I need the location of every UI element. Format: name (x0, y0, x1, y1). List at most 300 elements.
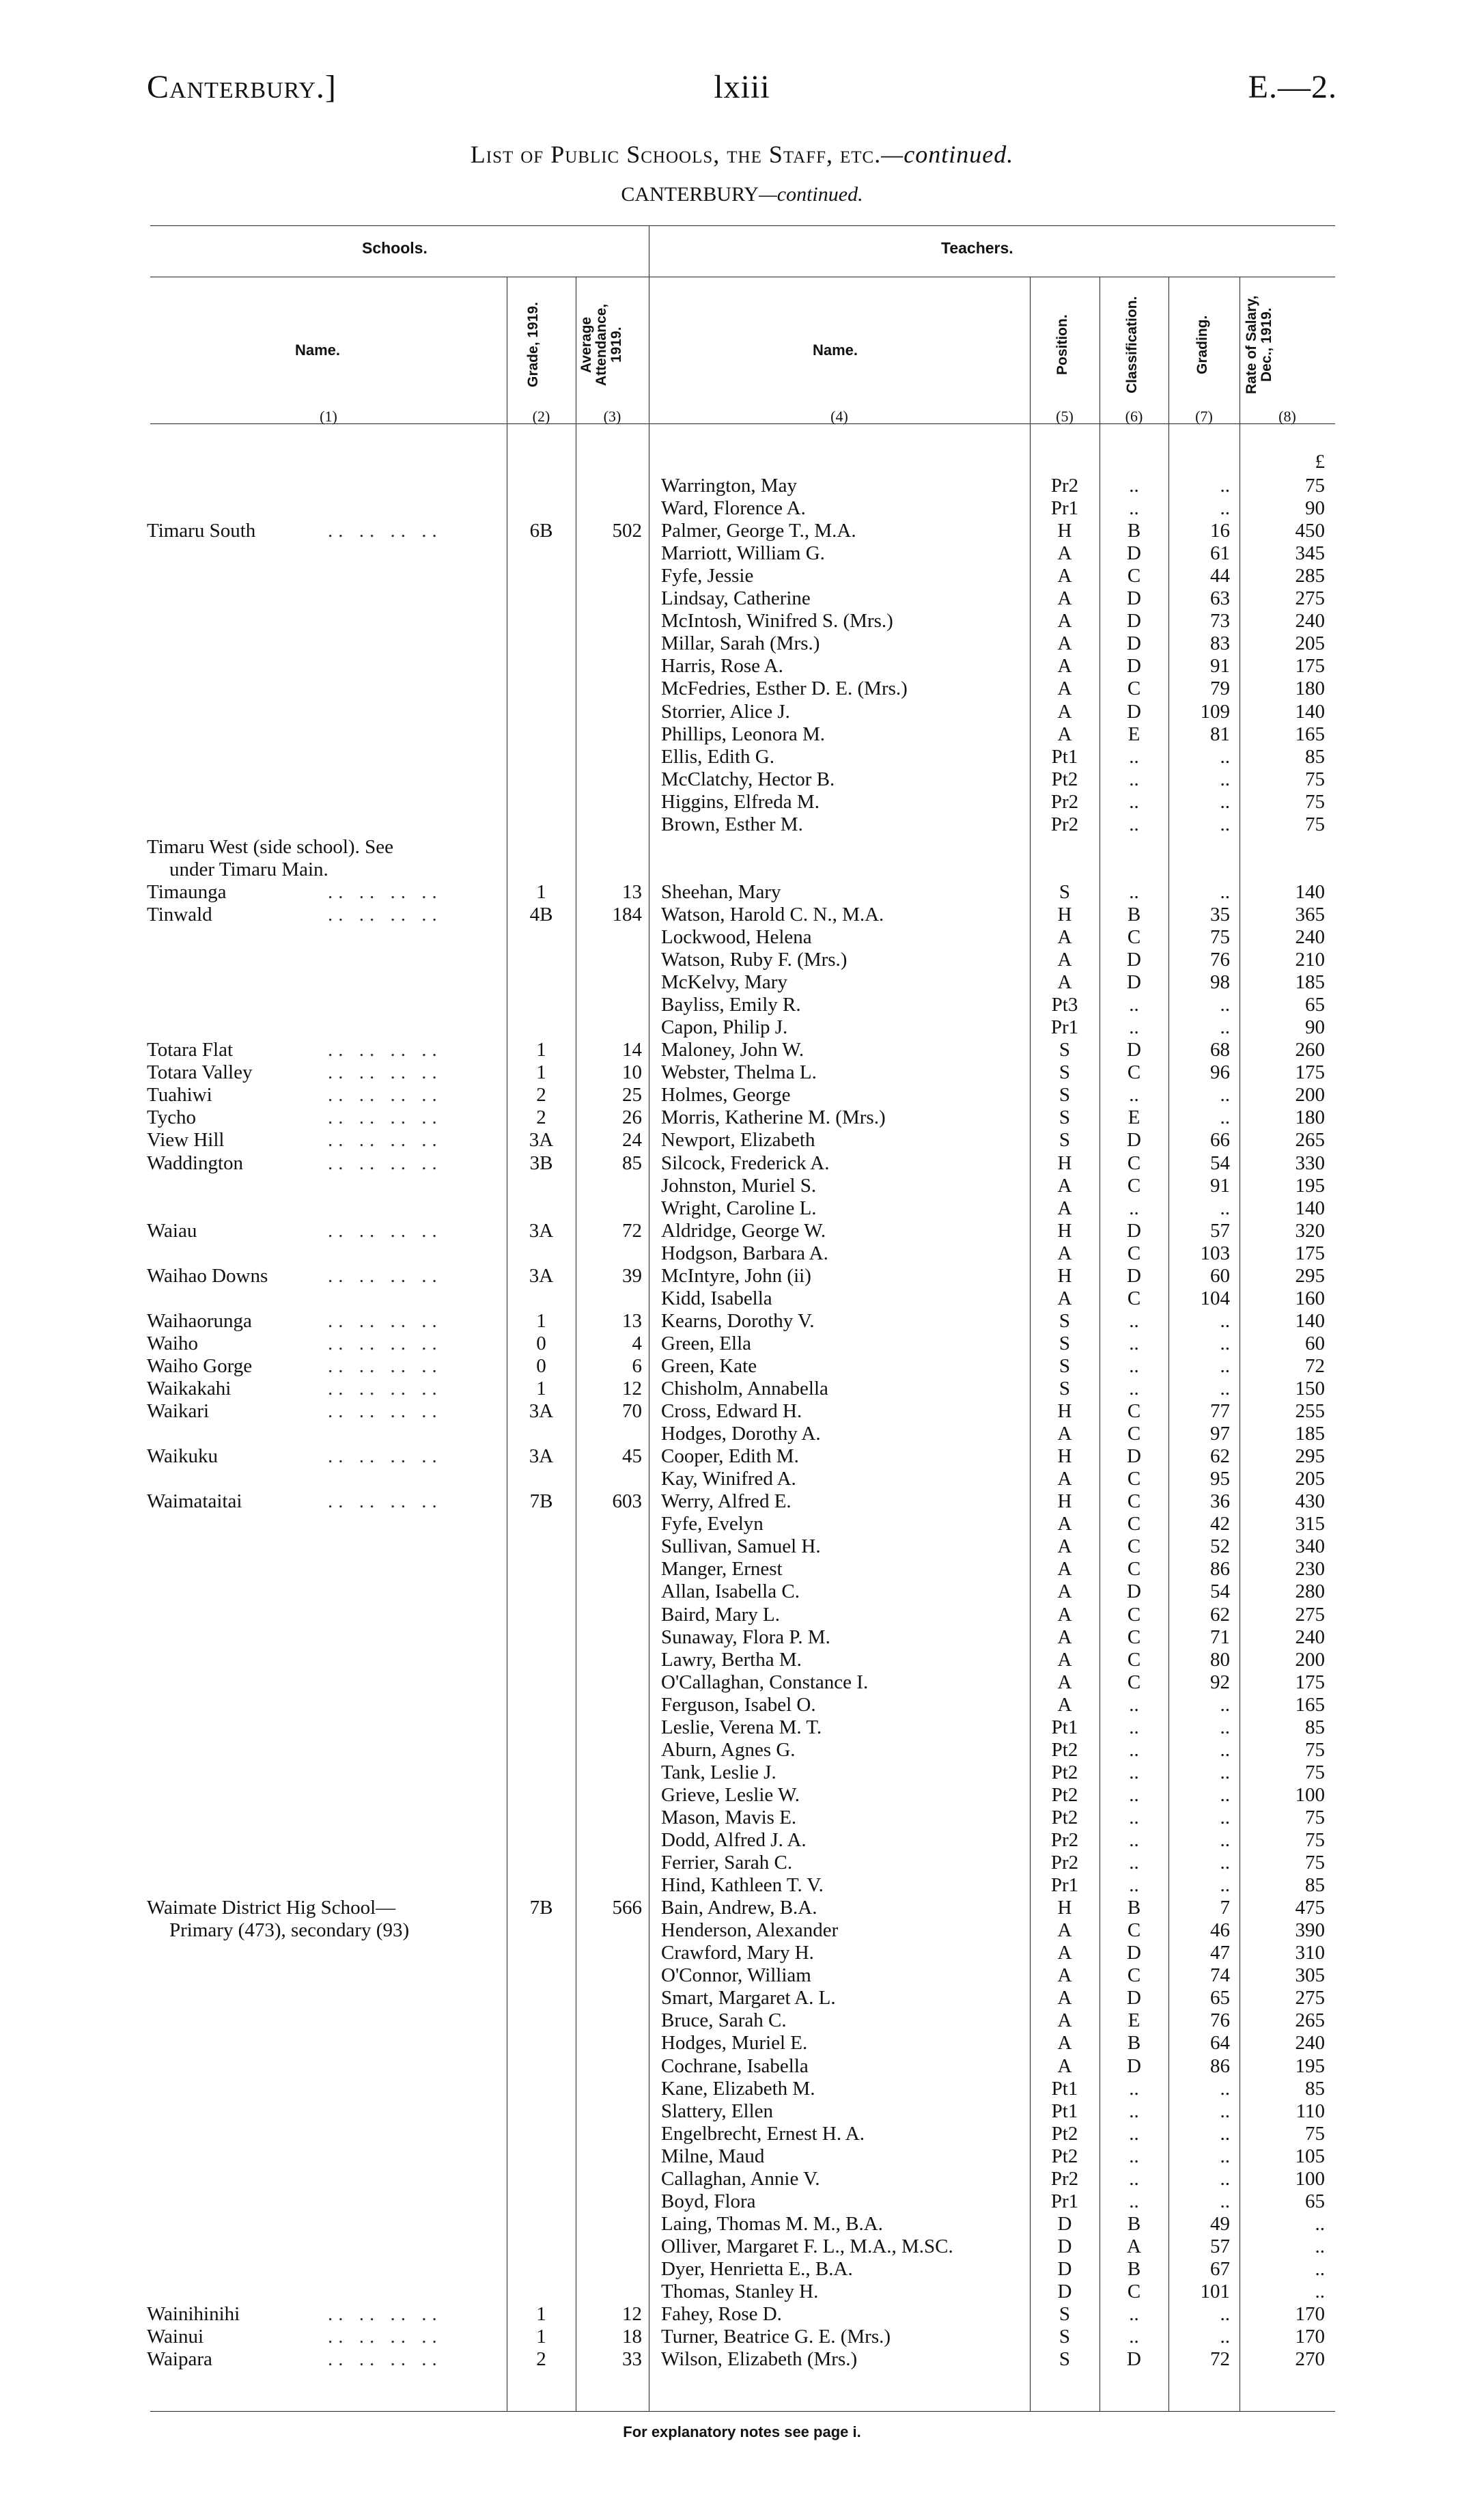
school-grade: 3A (529, 1129, 554, 1151)
teacher-name: McIntyre, John (ii) (661, 1265, 811, 1287)
teacher-grading: .. (1220, 1829, 1230, 1851)
teacher-salary: 285 (1295, 565, 1325, 587)
teacher-position: H (1057, 1265, 1072, 1287)
teacher-grading: 97 (1210, 1423, 1230, 1445)
teacher-position: D (1057, 2213, 1072, 2235)
school-name: under Timaru Main. (169, 859, 328, 880)
teacher-position: S (1059, 2303, 1071, 2325)
teacher-position: D (1057, 2258, 1072, 2280)
school-grade: 1 (536, 1310, 546, 1332)
teacher-classification: D (1127, 610, 1141, 632)
teacher-grading: .. (1220, 2168, 1230, 2190)
teacher-position: A (1057, 2032, 1072, 2054)
teacher-grading: .. (1220, 2326, 1230, 2348)
school-name: Waimate District Hig School— (147, 1897, 396, 1919)
teacher-salary: 390 (1295, 1919, 1325, 1941)
school-grade: 3A (529, 1445, 554, 1467)
school-grade: 7B (529, 1490, 553, 1512)
teacher-classification: E (1128, 723, 1140, 745)
teacher-salary: 475 (1295, 1897, 1325, 1919)
teacher-classification: D (1127, 971, 1141, 993)
teacher-salary: 75 (1305, 1829, 1325, 1851)
teacher-salary: 275 (1295, 1604, 1325, 1626)
col-school-name: Name. (295, 342, 341, 359)
teacher-classification: C (1127, 1423, 1141, 1445)
leader-dots: .. .. .. .. (328, 1220, 443, 1242)
school-attendance: 18 (622, 2326, 642, 2348)
teacher-classification: .. (1129, 1084, 1139, 1106)
teacher-name: Ellis, Edith G. (661, 746, 774, 768)
teacher-name: Slattery, Ellen (661, 2100, 774, 2122)
teacher-classification: .. (1129, 2100, 1139, 2122)
teacher-name: Green, Ella (661, 1333, 752, 1354)
teacher-salary: 200 (1295, 1084, 1325, 1106)
teacher-name: Palmer, George T., M.A. (661, 520, 856, 542)
teacher-classification: D (1127, 1987, 1141, 2009)
teacher-name: Watson, Ruby F. (Mrs.) (661, 949, 848, 971)
teacher-position: S (1059, 1310, 1071, 1332)
teacher-name: Higgins, Elfreda M. (661, 791, 820, 813)
teacher-salary: 180 (1295, 1106, 1325, 1128)
teacher-position: A (1057, 1468, 1072, 1490)
teacher-classification: C (1127, 926, 1141, 948)
teacher-grading: .. (1220, 1016, 1230, 1038)
teacher-name: McFedries, Esther D. E. (Mrs.) (661, 678, 908, 699)
school-name: Waiau (147, 1220, 197, 1242)
teacher-salary: 165 (1295, 723, 1325, 745)
school-grade: 1 (536, 2303, 546, 2325)
teacher-position: A (1057, 971, 1072, 993)
teacher-position: Pr2 (1050, 2168, 1079, 2190)
teacher-grading: 91 (1210, 655, 1230, 677)
school-name: Timaunga (147, 881, 227, 903)
teacher-salary: 110 (1296, 2100, 1325, 2122)
teacher-name: Bayliss, Emily R. (661, 994, 801, 1016)
teacher-position: Pr2 (1050, 475, 1079, 497)
leader-dots: .. .. .. .. (328, 1400, 443, 1422)
teacher-grading: 86 (1210, 2055, 1230, 2077)
teacher-position: A (1057, 655, 1072, 677)
teacher-grading: 16 (1210, 520, 1230, 542)
teacher-grading: .. (1220, 2145, 1230, 2167)
teacher-grading: .. (1220, 2190, 1230, 2212)
school-name: Tuahiwi (147, 1084, 212, 1106)
teacher-name: Bruce, Sarah C. (661, 2009, 787, 2031)
teacher-name: Millar, Sarah (Mrs.) (661, 632, 820, 654)
teacher-salary: 270 (1295, 2348, 1325, 2370)
school-name: Waihaorunga (147, 1310, 252, 1332)
teacher-name: Aburn, Agnes G. (661, 1739, 796, 1761)
teacher-salary: 75 (1305, 1852, 1325, 1874)
teacher-classification: B (1127, 1897, 1141, 1919)
teacher-grading: 103 (1200, 1242, 1230, 1264)
teacher-grading: .. (1220, 1197, 1230, 1219)
school-attendance: 25 (622, 1084, 642, 1106)
teacher-name: Manger, Ernest (661, 1558, 783, 1580)
teacher-position: A (1057, 1197, 1072, 1219)
teacher-name: Lockwood, Helena (661, 926, 812, 948)
school-attendance: 603 (612, 1490, 642, 1512)
teacher-classification: C (1127, 1964, 1141, 1986)
teacher-classification: D (1127, 587, 1141, 609)
teacher-grading: 79 (1210, 678, 1230, 699)
teacher-salary: 170 (1295, 2326, 1325, 2348)
teacher-name: Holmes, George (661, 1084, 791, 1106)
teacher-classification: .. (1129, 497, 1139, 519)
school-name: Timaru South (147, 520, 256, 542)
colnum-3: (3) (603, 408, 621, 425)
teacher-position: S (1059, 1333, 1071, 1354)
teacher-position: Pr2 (1050, 1829, 1079, 1851)
teacher-classification: C (1127, 1671, 1141, 1693)
teacher-grading: .. (1220, 1739, 1230, 1761)
teacher-salary: 75 (1305, 1761, 1325, 1783)
teacher-grading: 57 (1210, 1220, 1230, 1242)
teacher-salary: 195 (1295, 1175, 1325, 1197)
teacher-grading: 67 (1210, 2258, 1230, 2280)
school-attendance: 184 (612, 904, 642, 925)
teacher-position: H (1057, 1490, 1072, 1512)
school-grade: 2 (536, 1084, 546, 1106)
teacher-position: A (1057, 723, 1072, 745)
teacher-position: Pt2 (1051, 2145, 1078, 2167)
leader-dots: .. .. .. .. (328, 1310, 443, 1332)
teacher-name: McIntosh, Winifred S. (Mrs.) (661, 610, 893, 632)
teacher-position: Pr2 (1050, 791, 1079, 813)
teacher-grading: 77 (1210, 1400, 1230, 1422)
teacher-position: A (1057, 1287, 1072, 1309)
school-attendance: 14 (622, 1039, 642, 1061)
school-name: Timaru West (side school). See (147, 836, 393, 858)
teacher-position: Pt1 (1051, 2078, 1078, 2100)
teacher-name: Lindsay, Catherine (661, 587, 811, 609)
teacher-classification: B (1127, 2258, 1141, 2280)
teacher-name: Henderson, Alexander (661, 1919, 839, 1941)
teacher-name: Crawford, Mary H. (661, 1942, 814, 1964)
teacher-name: Chisholm, Annabella (661, 1378, 828, 1399)
teacher-classification: .. (1129, 994, 1139, 1016)
teacher-name: Morris, Katherine M. (Mrs.) (661, 1106, 886, 1128)
teacher-grading: 109 (1200, 701, 1230, 723)
teacher-classification: .. (1129, 2190, 1139, 2212)
teacher-grading: .. (1220, 1761, 1230, 1783)
teacher-name: Warrington, May (661, 475, 798, 497)
teacher-classification: .. (1129, 1852, 1139, 1874)
teacher-classification: B (1127, 2213, 1141, 2235)
teacher-classification: C (1127, 1558, 1141, 1580)
teacher-position: S (1059, 1061, 1071, 1083)
teacher-grading: 68 (1210, 1039, 1230, 1061)
colnum-8: (8) (1278, 408, 1296, 425)
teacher-name: Harris, Rose A. (661, 655, 783, 677)
school-attendance: 72 (622, 1220, 642, 1242)
teacher-classification: C (1127, 1649, 1141, 1671)
teacher-classification: .. (1129, 1197, 1139, 1219)
teacher-classification: D (1127, 949, 1141, 971)
teacher-grading: .. (1220, 881, 1230, 903)
teacher-position: A (1057, 678, 1072, 699)
teacher-grading: 66 (1210, 1129, 1230, 1151)
teacher-name: Milne, Maud (661, 2145, 765, 2167)
teacher-classification: D (1127, 1265, 1141, 1287)
teacher-classification: D (1127, 1942, 1141, 1964)
school-grade: 3B (529, 1152, 553, 1174)
leader-dots: .. .. .. .. (328, 1152, 443, 1174)
teacher-grading: 7 (1220, 1897, 1230, 1919)
teacher-classification: .. (1129, 1694, 1139, 1716)
leader-dots: .. .. .. .. (328, 1129, 443, 1151)
school-attendance: 39 (622, 1265, 642, 1287)
teacher-salary: 75 (1305, 791, 1325, 813)
teacher-salary: 240 (1295, 2032, 1325, 2054)
teacher-position: S (1059, 2326, 1071, 2348)
teacher-name: Marriott, William G. (661, 542, 825, 564)
teacher-salary: 90 (1305, 497, 1325, 519)
teacher-name: Wilson, Elizabeth (Mrs.) (661, 2348, 858, 2370)
teacher-classification: A (1127, 2236, 1141, 2257)
teacher-classification: .. (1129, 813, 1139, 835)
teacher-name: Aldridge, George W. (661, 1220, 826, 1242)
teacher-grading: 76 (1210, 949, 1230, 971)
footer-note: For explanatory notes see page i. (623, 2423, 861, 2440)
teacher-position: S (1059, 881, 1071, 903)
teacher-name: Ward, Florence A. (661, 497, 806, 519)
teacher-classification: C (1127, 1152, 1141, 1174)
teacher-grading: 49 (1210, 2213, 1230, 2235)
teacher-classification: C (1127, 1287, 1141, 1309)
teacher-classification: E (1128, 2009, 1140, 2031)
teacher-grading: 36 (1210, 1490, 1230, 1512)
teacher-name: Bain, Andrew, B.A. (661, 1897, 817, 1919)
teacher-salary: 140 (1295, 1197, 1325, 1219)
group-teachers: Teachers. (941, 239, 1013, 257)
school-name: Tinwald (147, 904, 212, 925)
teacher-classification: .. (1129, 2326, 1139, 2348)
teacher-name: Johnston, Muriel S. (661, 1175, 817, 1197)
teacher-classification: .. (1129, 1716, 1139, 1738)
teacher-salary: 315 (1295, 1513, 1325, 1535)
school-attendance: 10 (622, 1061, 642, 1083)
teacher-name: O'Callaghan, Constance I. (661, 1671, 869, 1693)
teacher-grading: 76 (1210, 2009, 1230, 2031)
teacher-salary: 265 (1295, 1129, 1325, 1151)
teacher-classification: .. (1129, 1807, 1139, 1828)
teacher-salary: 260 (1295, 1039, 1325, 1061)
teacher-position: Pr2 (1050, 1852, 1079, 1874)
teacher-salary: 280 (1295, 1580, 1325, 1602)
teacher-salary: 85 (1305, 746, 1325, 768)
teacher-grading: 101 (1200, 2281, 1230, 2302)
teacher-position: S (1059, 1378, 1071, 1399)
teacher-salary: 140 (1295, 1310, 1325, 1332)
teacher-name: O'Connor, William (661, 1964, 811, 1986)
teacher-classification: D (1127, 655, 1141, 677)
school-attendance: 566 (612, 1897, 642, 1919)
col-classification: Classification. (1124, 296, 1140, 394)
teacher-salary: 255 (1295, 1400, 1325, 1422)
teacher-grading: 35 (1210, 904, 1230, 925)
teacher-salary: 100 (1295, 1784, 1325, 1806)
teacher-classification: D (1127, 2055, 1141, 2077)
teacher-grading: .. (1220, 1852, 1230, 1874)
school-grade: 0 (536, 1333, 546, 1354)
teacher-salary: 75 (1305, 813, 1325, 835)
teacher-grading: 61 (1210, 542, 1230, 564)
page-header-left: Canterbury.] (147, 69, 337, 105)
school-name: Waddington (147, 1152, 244, 1174)
teacher-grading: 60 (1210, 1265, 1230, 1287)
teacher-grading: .. (1220, 1784, 1230, 1806)
teacher-salary: 175 (1295, 655, 1325, 677)
teacher-position: S (1059, 2348, 1071, 2370)
teacher-name: Sullivan, Samuel H. (661, 1535, 821, 1557)
teacher-grading: 46 (1210, 1919, 1230, 1941)
teacher-classification: .. (1129, 1761, 1139, 1783)
teacher-position: A (1057, 565, 1072, 587)
currency-symbol: £ (1315, 451, 1325, 473)
teacher-grading: 104 (1200, 1287, 1230, 1309)
teacher-name: Smart, Margaret A. L. (661, 1987, 836, 2009)
teacher-name: Storrier, Alice J. (661, 701, 790, 723)
teacher-name: Hodges, Muriel E. (661, 2032, 808, 2054)
teacher-salary: 340 (1295, 1535, 1325, 1557)
school-grade: 3A (529, 1265, 554, 1287)
teacher-position: A (1057, 701, 1072, 723)
teacher-salary: 60 (1305, 1333, 1325, 1354)
colnum-4: (4) (830, 408, 848, 425)
teacher-grading: 42 (1210, 1513, 1230, 1535)
teacher-classification: D (1127, 1580, 1141, 1602)
teacher-position: H (1057, 1220, 1072, 1242)
teacher-position: A (1057, 1175, 1072, 1197)
teacher-salary: 105 (1295, 2145, 1325, 2167)
school-grade: 1 (536, 2326, 546, 2348)
teacher-grading: 44 (1210, 565, 1230, 587)
teacher-grading: .. (1220, 1333, 1230, 1354)
teacher-name: Sunaway, Flora P. M. (661, 1626, 830, 1648)
teacher-classification: C (1127, 1242, 1141, 1264)
teacher-position: A (1057, 1423, 1072, 1445)
teacher-classification: .. (1129, 791, 1139, 813)
teacher-grading: 54 (1210, 1152, 1230, 1174)
school-attendance: 26 (622, 1106, 642, 1128)
teacher-classification: D (1127, 1129, 1141, 1151)
teacher-position: A (1057, 1694, 1072, 1716)
teacher-classification: C (1127, 1626, 1141, 1648)
teacher-position: Pt2 (1051, 1807, 1078, 1828)
teacher-salary: 75 (1305, 1739, 1325, 1761)
teacher-grading: .. (1220, 1874, 1230, 1896)
teacher-classification: .. (1129, 768, 1139, 790)
teacher-name: Fyfe, Evelyn (661, 1513, 764, 1535)
teacher-name: Dyer, Henrietta E., B.A. (661, 2258, 853, 2280)
teacher-grading: .. (1220, 2100, 1230, 2122)
table-top-rule (150, 225, 1335, 226)
teacher-name: Grieve, Leslie W. (661, 1784, 800, 1806)
teacher-classification: .. (1129, 475, 1139, 497)
teacher-grading: 71 (1210, 1626, 1230, 1648)
teacher-name: Laing, Thomas M. M., B.A. (661, 2213, 883, 2235)
school-grade: 2 (536, 1106, 546, 1128)
teacher-classification: D (1127, 2348, 1141, 2370)
teacher-grading: .. (1220, 1084, 1230, 1106)
school-attendance: 85 (622, 1152, 642, 1174)
teacher-position: A (1057, 1558, 1072, 1580)
page-number: lxiii (714, 69, 770, 105)
teacher-name: Hodges, Dorothy A. (661, 1423, 821, 1445)
teacher-position: Pr1 (1050, 497, 1079, 519)
school-name: Tycho (147, 1106, 197, 1128)
teacher-salary: 65 (1305, 994, 1325, 1016)
teacher-position: Pt2 (1051, 1784, 1078, 1806)
teacher-salary: 140 (1295, 701, 1325, 723)
leader-dots: .. .. .. .. (328, 1490, 443, 1512)
teacher-grading: 54 (1210, 1580, 1230, 1602)
teacher-classification: .. (1129, 1333, 1139, 1354)
school-name: Waiho (147, 1333, 198, 1354)
teacher-position: Pt2 (1051, 2123, 1078, 2145)
page-title: List of Public Schools, the Staff, etc.—continued. (470, 141, 1014, 168)
teacher-position: Pt1 (1051, 2100, 1078, 2122)
teacher-salary: 295 (1295, 1265, 1325, 1287)
school-name: Waikari (147, 1400, 210, 1422)
teacher-name: Phillips, Leonora M. (661, 723, 826, 745)
teacher-grading: 92 (1210, 1671, 1230, 1693)
teacher-classification: D (1127, 1445, 1141, 1467)
teacher-salary: 240 (1295, 926, 1325, 948)
teacher-classification: .. (1129, 1310, 1139, 1332)
teacher-position: A (1057, 1964, 1072, 1986)
teacher-position: Pt3 (1051, 994, 1078, 1016)
teacher-classification: C (1127, 1468, 1141, 1490)
teacher-grading: .. (1220, 2078, 1230, 2100)
teacher-name: Webster, Thelma L. (661, 1061, 817, 1083)
school-name: Primary (473), secondary (93) (169, 1919, 410, 1941)
col-attendance: Average Attendance, 1919. (578, 303, 625, 387)
col-grading: Grading. (1194, 315, 1210, 375)
teacher-grading: .. (1220, 746, 1230, 768)
teacher-name: Brown, Esther M. (661, 813, 803, 835)
school-name: Waihao Downs (147, 1265, 268, 1287)
teacher-salary: 72 (1305, 1355, 1325, 1377)
teacher-position: A (1057, 632, 1072, 654)
school-grade: 6B (529, 520, 553, 542)
teacher-name: Turner, Beatrice G. E. (Mrs.) (661, 2326, 891, 2348)
leader-dots: .. .. .. .. (328, 1265, 443, 1287)
teacher-classification: .. (1129, 2123, 1139, 2145)
teacher-position: A (1057, 1242, 1072, 1264)
teacher-classification: .. (1129, 1016, 1139, 1038)
teacher-salary: .. (1315, 2236, 1325, 2257)
teacher-name: Cross, Edward H. (661, 1400, 802, 1422)
leader-dots: .. .. .. .. (328, 1445, 443, 1467)
teacher-grading: 72 (1210, 2348, 1230, 2370)
teacher-salary: 230 (1295, 1558, 1325, 1580)
teacher-grading: 86 (1210, 1558, 1230, 1580)
teacher-position: S (1059, 1106, 1071, 1128)
teacher-position: Pt2 (1051, 1761, 1078, 1783)
teacher-grading: 96 (1210, 1061, 1230, 1083)
teacher-name: Kay, Winifred A. (661, 1468, 796, 1490)
school-attendance: 24 (622, 1129, 642, 1151)
teacher-name: Silcock, Frederick A. (661, 1152, 830, 1174)
teacher-position: D (1057, 2236, 1072, 2257)
teacher-position: S (1059, 1084, 1071, 1106)
teacher-position: H (1057, 1445, 1072, 1467)
teacher-salary: 185 (1295, 1423, 1325, 1445)
teacher-name: Kidd, Isabella (661, 1287, 772, 1309)
teacher-position: H (1057, 520, 1072, 542)
